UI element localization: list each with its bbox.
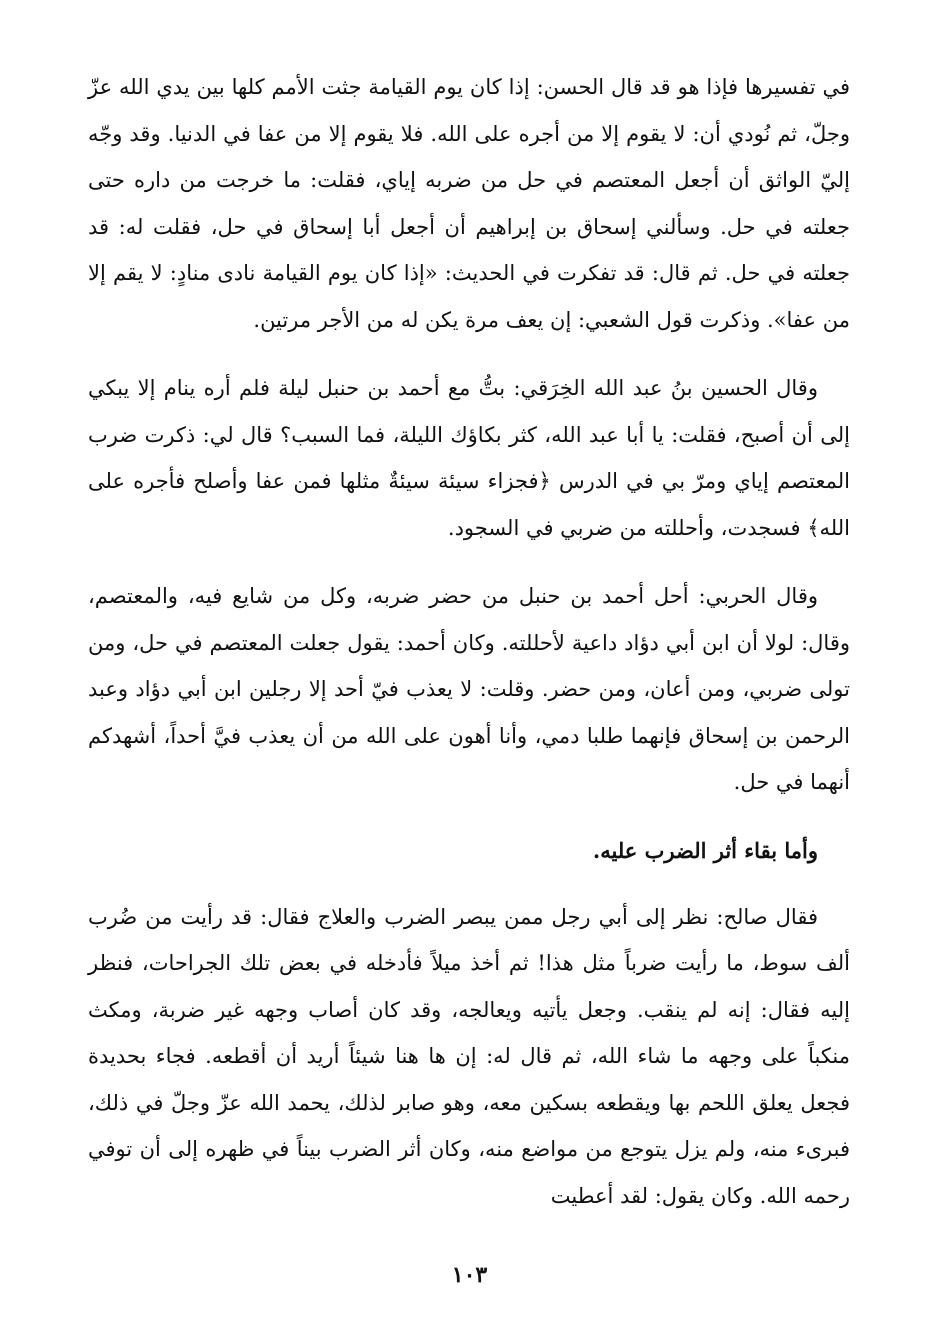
paragraph-1: في تفسيرها فإذا هو قد قال الحسن: إذا كان يوم القيامة جثت الأمم كلها بين يدي الله عزّ وجلّ، ثم نُودي أن: لا يقوم إلا من أجره على الله. فلا يقوم إلا من عفا في الدنيا. وقد وجّه إليّ الواثق أن أجعل المعتصم في حل من ضربه إياي، فقلت: ما خرجت من داره حتى جعلته في حل. وسألني إسحاق بن إبراهيم أن أجعل أبا إسحاق في حل، فقلت له: قد جعلته في حل. ثم قال: قد تفكرت في الحديث: «إذا كان يوم القيامة نادى منادٍ: لا يقم إلا من عفا». وذكرت قول الشعبي: إن يعف مرة يكن له من الأجر مرتين. — [88, 75, 850, 332]
paragraph-4: فقال صالح: نظر إلى أبي رجل ممن يبصر الضرب والعلاج فقال: قد رأيت من ضُرب ألف سوط، ما رأيت ضرباً مثل هذا! ثم أخذ ميلاً فأدخله في بعض تلك الجراحات، فنظر إليه فقال: إنه لم ينقب. وجعل يأتيه ويعالجه، وقد كان أصاب وجهه غير ضربة، ومكث منكباً على وجهه ما شاء الله، ثم قال له: إن ها هنا شيئاً أريد أن أقطعه. فجاء بحديدة فجعل يعلق اللحم بها ويقطعه بسكين معه، وهو صابر لذلك، يحمد الله عزّ وجلّ في ذلك، فبرىء منه، ولم يزل يتوجع من مواضع منه، وكان أثر الضرب بيناً في ظهره إلى أن توفي رحمه الله. وكان يقول: لقد أعطيت — [88, 904, 850, 1208]
paragraph-2: وقال الحسين بنُ عبد الله الخِرَقي: بتُّ مع أحمد بن حنبل ليلة فلم أره ينام إلا يبكي إلى أن أصبح، فقلت: يا أبا عبد الله، كثر بكاؤك الليلة، فما السبب؟ قال لي: ذكرت ضرب المعتصم إياي ومرّ بي في الدرس ﴿فجزاء سيئة سيئةٌ مثلها فمن عفا وأصلح فأجره على الله﴾ فسجدت، وأحللته من ضربي في السجود. — [88, 376, 850, 540]
page-number: ١٠٣ — [451, 1262, 488, 1288]
page-body — [88, 64, 850, 1241]
section-heading: وأما بقاء أثر الضرب عليه. — [592, 837, 818, 863]
paragraph-3: وقال الحربي: أحل أحمد بن حنبل من حضر ضربه، وكل من شايع فيه، والمعتصم، وقال: لولا أن ابن أبي دؤاد داعية لأحللته. وكان أحمد: يقول جعلت المعتصم في حل، ومن تولى ضربي، ومن أعان، ومن حضر. وقلت: لا يعذب فيّ أحد إلا رجلين ابن أبي دؤاد وعبد الرحمن بن إسحاق فإنهما طلبا دمي، وأنا أهون على الله من أن يعذب فيَّ أحداً، أشهدكم أنهما في حل. — [88, 584, 850, 794]
